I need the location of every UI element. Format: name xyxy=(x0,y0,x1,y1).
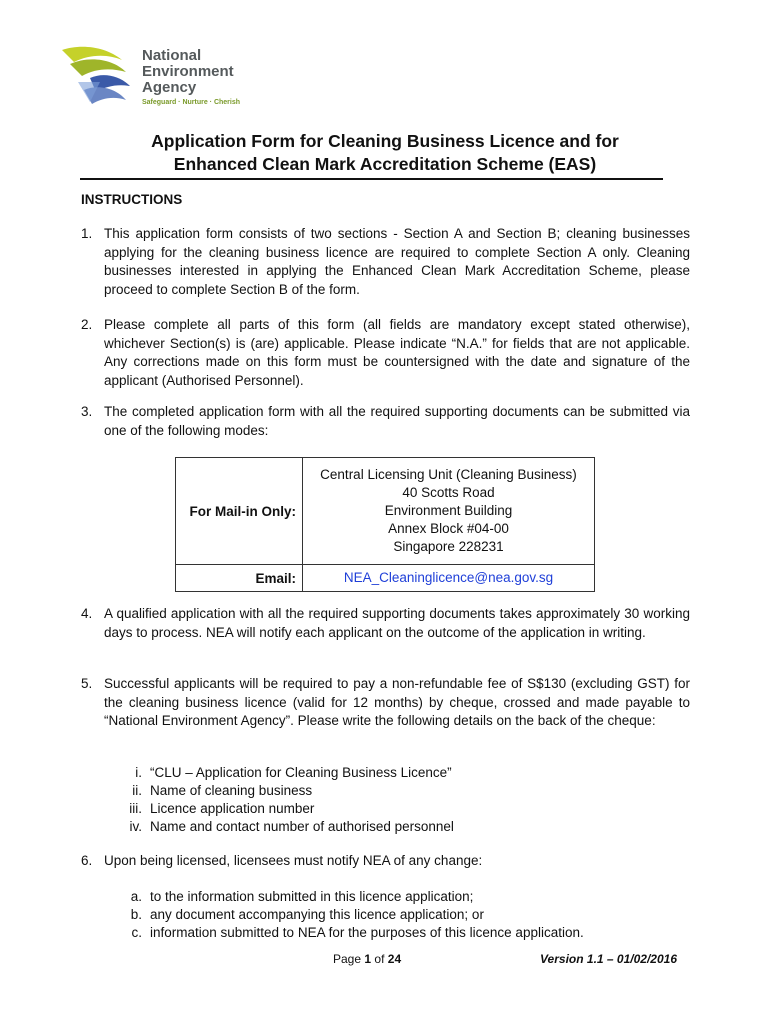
logo-line3: Agency xyxy=(142,79,197,96)
instruction-item-2 xyxy=(81,316,690,390)
instruction-item-6 xyxy=(81,852,690,871)
instruction-item-1 xyxy=(81,225,690,299)
list-marker: ii. xyxy=(132,783,142,798)
list-text: to the information submitted in this licence application; xyxy=(150,889,474,904)
page-current: 1 xyxy=(364,952,372,966)
address-line: 40 Scotts Road xyxy=(402,485,495,500)
page-prefix: Page xyxy=(333,952,362,966)
instructions-heading: INSTRUCTIONS xyxy=(81,192,183,207)
list-marker: i. xyxy=(135,765,142,780)
page-of: of xyxy=(374,952,385,966)
submission-modes-table xyxy=(175,457,595,592)
page-total: 24 xyxy=(387,952,402,966)
logo-line2: Environment xyxy=(142,63,234,80)
cheque-detail-i xyxy=(135,764,452,782)
address-line: Annex Block #04-00 xyxy=(388,521,509,536)
item-text: Please complete all parts of this form (all fields are mandatory except stated otherwise), whichever Section(s) is (are) applicable. Please indicate “N.A.” for fields that are not applicable. Any corrections made on this form must be countersigned with the date and signature of the applicant (Authorised Personnel). xyxy=(104,317,690,388)
nea-logo xyxy=(60,42,250,112)
item-number: 3. xyxy=(81,404,93,419)
change-item-b xyxy=(130,906,484,924)
item-text: Successful applicants will be required to pay a non-refundable fee of S$130 (excluding GST) for the cleaning business licence (valid for 12 months) by cheque, crossed and made payable to “National Environment Agency”. Please write the following details on the back of the cheque: xyxy=(104,676,690,728)
cheque-detail-ii xyxy=(132,782,313,800)
item-number: 5. xyxy=(81,676,93,691)
item-number: 6. xyxy=(81,853,93,868)
email-row xyxy=(176,565,595,592)
item-number: 1. xyxy=(81,226,93,241)
item-text: The completed application form with all the required supporting documents can be submitted via one of the following modes: xyxy=(104,404,690,438)
change-item-a xyxy=(130,888,474,906)
list-text: information submitted to NEA for the purposes of this licence application. xyxy=(150,925,584,940)
address-line: Singapore 228231 xyxy=(393,539,504,554)
email-link[interactable]: NEA_Cleaninglicence@nea.gov.sg xyxy=(343,570,554,585)
list-text: any document accompanying this licence application; or xyxy=(150,907,484,922)
item-text: This application form consists of two sections - Section A and Section B; cleaning businesses applying for the cleaning business licence are required to complete Section A only. Cleaning businesses interested in applying the Enhanced Clean Mark Accreditation Scheme, please proceed to complete Section B of the form. xyxy=(104,226,690,297)
list-text: “CLU – Application for Cleaning Business Licence” xyxy=(150,765,452,780)
mail-label: For Mail-in Only: xyxy=(176,458,303,565)
logo-tagline: Safeguard · Nurture · Cherish xyxy=(142,99,241,106)
title-line1: Application Form for Cleaning Business Licence and for xyxy=(151,131,619,151)
address-line: Environment Building xyxy=(384,503,513,518)
nea-logo-icon xyxy=(60,42,140,112)
list-marker: b. xyxy=(130,907,142,922)
list-text: Name and contact number of authorised personnel xyxy=(150,819,454,834)
item-number: 2. xyxy=(81,317,93,332)
cheque-detail-iv xyxy=(129,818,454,836)
address-line: Central Licensing Unit (Cleaning Business) xyxy=(320,467,577,482)
title-line2: Enhanced Clean Mark Accreditation Scheme (EAS) xyxy=(173,154,597,174)
list-marker: iv. xyxy=(129,819,142,834)
document-title xyxy=(60,130,710,176)
email-label: Email: xyxy=(176,565,303,592)
change-item-c xyxy=(131,924,584,942)
list-text: Licence application number xyxy=(150,801,315,816)
instruction-item-3 xyxy=(81,403,690,440)
logo-wordmark xyxy=(142,48,234,96)
instruction-item-5 xyxy=(81,675,690,731)
title-rule xyxy=(80,178,663,180)
cheque-detail-iii xyxy=(129,800,315,818)
list-text: Name of cleaning business xyxy=(150,783,313,798)
page-number xyxy=(333,952,401,966)
item-text: A qualified application with all the required supporting documents takes approximately 30 working days to process. NEA will notify each applicant on the outcome of the application in writing. xyxy=(104,606,690,640)
list-marker: a. xyxy=(130,889,142,904)
item-number: 4. xyxy=(81,606,93,621)
version-label: Version 1.1 – 01/02/2016 xyxy=(540,952,677,966)
instruction-item-4 xyxy=(81,605,690,642)
list-marker: c. xyxy=(131,925,142,940)
mail-row xyxy=(176,458,595,565)
mail-address xyxy=(303,458,595,565)
logo-line1: National xyxy=(142,47,202,64)
list-marker: iii. xyxy=(129,801,142,816)
item-text: Upon being licensed, licensees must notify NEA of any change: xyxy=(104,853,483,868)
